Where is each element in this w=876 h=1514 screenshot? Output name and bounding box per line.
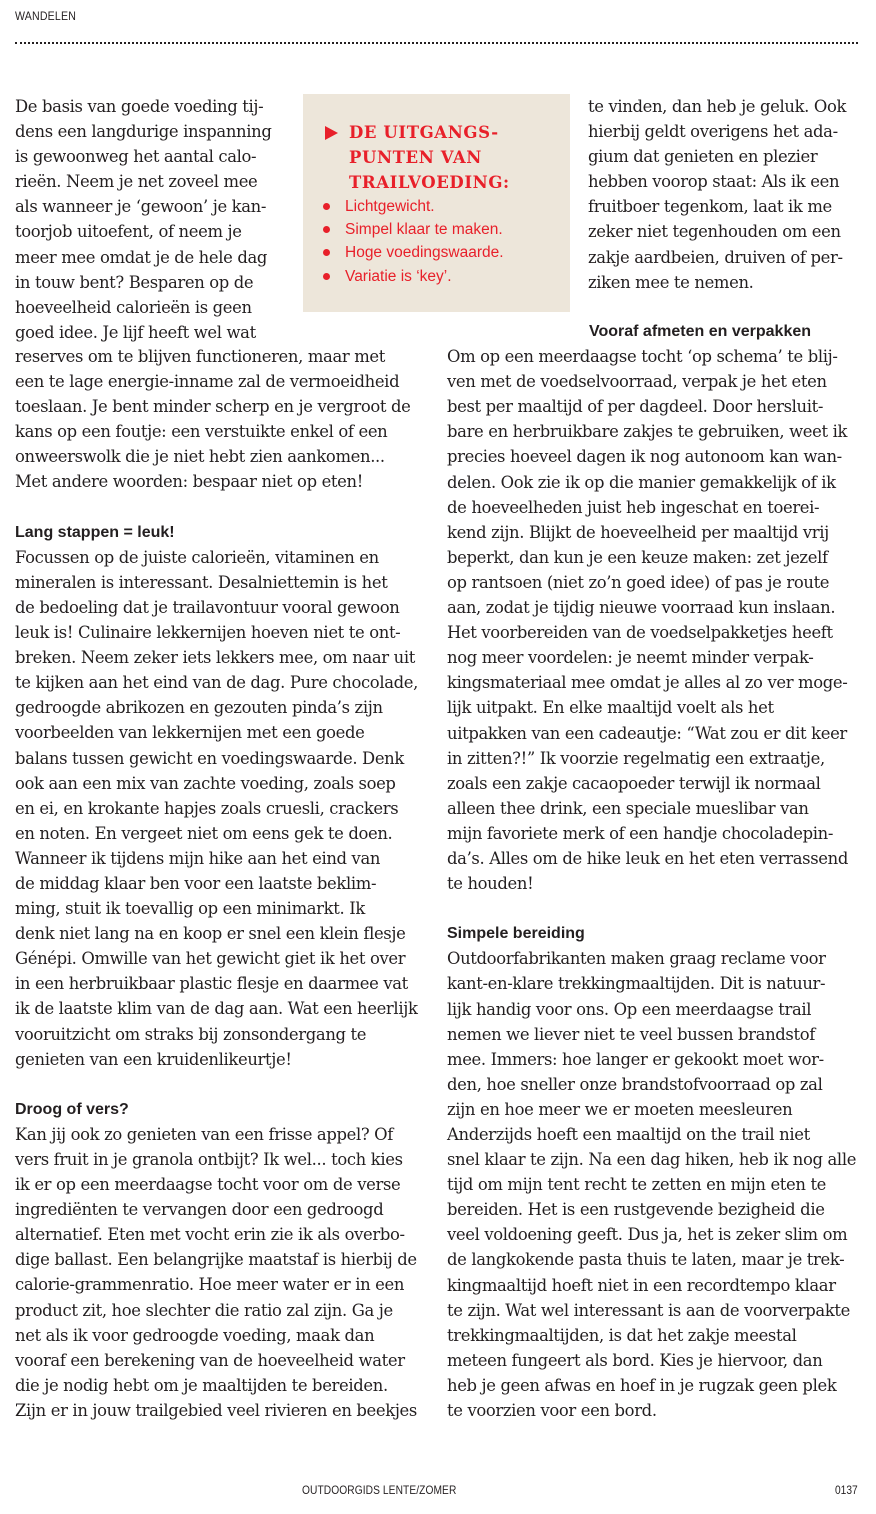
text-line: ven met de voedselvoorraad, verpak je het eten — [447, 372, 827, 392]
section-heading-simpele-bereiding: Simpele bereiding — [447, 925, 585, 943]
text-line: zakje aardbeien, druiven of per- — [588, 247, 843, 267]
text-line: meteen fungeert als bord. Kies je hiervoor, dan — [447, 1350, 823, 1370]
text-line: zoals een zakje cacaopoeder terwijl ik normaal — [447, 773, 821, 793]
text-line: kingmaaltijd hoeft niet in een recordtempo klaar — [447, 1275, 836, 1295]
text-line: denk niet lang na en koop er snel een klein flesje — [15, 924, 406, 944]
text-line: Wanneer ik tijdens mijn hike aan het eind van — [15, 848, 381, 868]
text-line: de langkokende pasta thuis te laten, maar je trek- — [447, 1250, 845, 1270]
sidebar-list — [321, 195, 504, 288]
text-line: best per maaltijd of per dagdeel. Door hersluit- — [447, 397, 824, 417]
list-item — [321, 241, 504, 264]
sidebar-title-line: DE UITGANGS- — [349, 123, 499, 142]
paragraph-gap — [15, 1072, 418, 1097]
text-line: en noten. En vergeet niet om eens gek te doen. — [15, 823, 393, 843]
text-line: Met andere woorden: bespaar niet op eten! — [15, 472, 363, 492]
text-line: bereiden. Het is een rustgevende bezigheid die — [447, 1200, 825, 1220]
text-line: en ei, en krokante hapjes zoals cruesli, crackers — [15, 798, 399, 818]
text-line: delen. Ook zie ik op die manier gemakkelijk of ik — [447, 472, 836, 492]
text-line: calorie-grammenratio. Hoe meer water er in een — [15, 1275, 405, 1295]
text-line: Focussen op de juiste calorieën, vitaminen en — [15, 547, 379, 567]
text-line: te vinden, dan heb je geluk. Ook — [588, 97, 847, 116]
text-line: ming, stuit ik toevallig op een minimarkt. Ik — [15, 899, 365, 919]
list-item — [321, 265, 504, 288]
text-line: onweerswolk die je niet hebt zien aankomen... — [15, 447, 385, 467]
text-line: de middag klaar ben voor een laatste beklim- — [15, 873, 377, 893]
text-line: kingsmateriaal mee omdat je alles al zo ver moge- — [447, 673, 848, 693]
text-line: in touw bent? Besparen op de — [15, 272, 254, 292]
text-line: kend zijn. Blijkt de hoeveelheid per maaltijd vrij — [447, 522, 829, 542]
text-line: snel klaar te zijn. Na een dag hiken, heb ik nog alle — [447, 1150, 857, 1170]
bullet-icon — [323, 273, 330, 280]
text-line: precies hoeveel dagen ik nog autonoom kan wan- — [447, 447, 842, 467]
text-line: balans tussen gewicht en voedingswaarde. Denk — [15, 748, 404, 768]
text-line: in een herbruikbaar plastic flesje en daarmee vat — [15, 974, 408, 994]
bullet-icon — [323, 249, 330, 256]
text-line: leuk is! Culinaire lekkernijen hoeven niet te ont- — [15, 623, 401, 643]
text-line: heb je geen afwas en hoef in je rugzak geen plek — [447, 1375, 837, 1395]
sidebar-box — [303, 94, 570, 312]
text-line: genieten van een kruidenlikeurtje! — [15, 1049, 292, 1069]
text-line: fruitboer tegenkom, laat ik me — [588, 197, 832, 217]
text-line: net als ik voor gedroogde voeding, maak dan — [15, 1325, 375, 1345]
text-line: dens een langdurige inspanning — [15, 122, 272, 142]
dotted-divider — [15, 42, 858, 44]
sidebar-title-line: TRAILVOEDING: — [349, 173, 510, 192]
triangle-arrow-icon — [325, 126, 338, 140]
bullet-icon — [323, 203, 330, 210]
text-line: te voorzien voor een bord. — [447, 1401, 657, 1421]
text-line: hebben voorop staat: Als ik een — [588, 172, 840, 192]
text-line: nog meer voordelen: je neemt minder verpak- — [447, 648, 814, 668]
text-line: lijk uitpakt. En elke maaltijd voelt als het — [447, 698, 774, 718]
bullet-icon — [323, 226, 330, 233]
text-line: mee. Immers: hoe langer er gekookt moet wor- — [447, 1049, 824, 1069]
text-line: zeker niet tegenhouden om een — [588, 222, 841, 242]
text-line: een te lage energie-inname zal de vermoeidheid — [15, 372, 400, 392]
text-line: ook aan een mix van zachte voeding, zoals soep — [15, 773, 396, 793]
text-line: de bedoeling dat je trailavontuur vooral gewoon — [15, 597, 400, 617]
section-heading-vooraf-afmeten: Vooraf afmeten en verpakken — [589, 323, 812, 340]
list-item-text: Simpel klaar te maken. — [345, 221, 503, 239]
text-line: ziken mee te nemen. — [588, 272, 754, 292]
right-column-intro — [588, 94, 846, 295]
text-line: hierbij geldt overigens het ada- — [588, 122, 838, 142]
list-item — [321, 195, 504, 218]
section-label: WANDELEN — [15, 11, 77, 23]
text-line: toeslaan. Je bent minder scherp en je vergroot de — [15, 397, 411, 417]
text-line: uitpakken van een cadeautje: “Wat zou er dit keer — [447, 723, 847, 743]
text-line: vooraf een berekening van de hoeveelheid water — [15, 1350, 405, 1370]
text-line: breken. Neem zeker iets lekkers mee, om naar uit — [15, 648, 415, 668]
text-line: zijn en hoe meer we er moeten meesleuren — [447, 1099, 793, 1119]
text-line: Om op een meerdaagse tocht ‘op schema’ te blij- — [447, 347, 838, 367]
text-line: da’s. Alles om de hike leuk en het eten verrassend — [447, 848, 848, 868]
text-line: vooruitzicht om straks bij zonsondergang te — [15, 1024, 367, 1044]
text-line: Het voorbereiden van de voedselpakketjes heeft — [447, 623, 833, 643]
text-line: Outdoorfabrikanten maken graag reclame voor — [447, 949, 826, 969]
text-line: nemen we liever niet te veel bussen brandstof — [447, 1024, 815, 1044]
text-line: ik de laatste klim van de dag aan. Wat een heerlijk — [15, 999, 418, 1019]
left-column-body — [15, 344, 418, 1423]
text-line: in zitten?!” Ik voorzie regelmatig een extraatje, — [447, 748, 825, 768]
page-number: 0137 — [835, 1483, 858, 1497]
text-line: ingrediënten te vervangen door een gedroogd — [15, 1200, 384, 1220]
text-line: is gewoonweg het aantal calo- — [15, 147, 257, 167]
text-line: dige ballast. Een belangrijke maatstaf is hierbij de — [15, 1250, 417, 1270]
list-item-text: Variatie is ‘key’. — [345, 267, 452, 285]
text-line: die je nodig hebt om je maaltijden te bereiden. — [15, 1375, 388, 1395]
text-line: aan, zodat je tijdig nieuwe voorraad kun inslaan. — [447, 598, 836, 618]
text-line: bare en herbruikbare zakjes te gebruiken, weet ik — [447, 422, 848, 442]
text-line: trekkingmaaltijden, is dat het zakje meestal — [447, 1325, 797, 1345]
text-line: meer mee omdat je de hele dag — [15, 247, 268, 267]
sidebar-title-line: PUNTEN VAN — [349, 148, 482, 167]
text-line: hoeveelheid calorieën is geen — [15, 297, 252, 317]
text-line: rieën. Neem je net zoveel mee — [15, 172, 258, 192]
text-line: Zijn er in jouw trailgebied veel rivieren en beekjes — [15, 1400, 417, 1420]
text-line: op rantsoen (niet zo’n goed idee) of pas je route — [447, 572, 830, 592]
list-item-text: Lichtgewicht. — [345, 198, 435, 215]
text-line: gium dat genieten en plezier — [588, 147, 818, 167]
text-line: gedroogde abrikozen en gezouten pinda’s zijn — [15, 698, 383, 718]
text-line: tijd om mijn tent recht te zetten en mijn eten te — [447, 1175, 827, 1195]
left-column-intro — [15, 94, 272, 345]
paragraph-gap — [447, 896, 856, 921]
section-heading-droog-of-vers: Droog of vers? — [15, 1100, 129, 1118]
section-heading-lang-stappen: Lang stappen = leuk! — [15, 523, 175, 541]
text-line: te zijn. Wat wel interessant is aan de voorverpakte — [447, 1300, 851, 1320]
text-line: voorbeelden van lekkernijen met een goede — [15, 723, 365, 743]
sidebar-title — [325, 120, 510, 195]
text-line: lijk handig voor ons. Op een meerdaagse trail — [447, 999, 812, 1019]
text-line: Anderzijds hoeft een maaltijd on the trail niet — [447, 1125, 810, 1144]
text-line: den, hoe sneller onze brandstofvoorraad op zal — [447, 1074, 823, 1094]
text-line: kant-en-klare trekkingmaaltijden. Dit is natuur- — [447, 974, 826, 994]
text-line: ik er op een meerdaagse tocht voor om de verse — [15, 1175, 401, 1195]
text-line: Génépi. Omwille van het gewicht giet ik het over — [15, 949, 406, 969]
paragraph-gap — [15, 495, 418, 520]
text-line: product zit, hoe slechter die ratio zal zijn. Ga je — [15, 1300, 393, 1320]
text-line: als wanneer je ‘gewoon’ je kan- — [15, 197, 267, 217]
text-line: vers fruit in je granola ontbijt? Ik wel... toch kies — [15, 1150, 403, 1169]
right-column-body — [447, 319, 856, 1423]
text-line: De basis van goede voeding tij- — [15, 97, 264, 116]
text-line: mijn favoriete merk of een handje chocoladepin- — [447, 823, 834, 843]
text-line: reserves om te blijven functioneren, maar met — [15, 347, 385, 366]
text-line: alleen thee drink, een speciale mueslibar van — [447, 798, 809, 818]
text-line: te houden! — [447, 874, 534, 894]
list-item-text: Hoge voedingswaarde. — [345, 244, 504, 262]
footer-publication: OUTDOORGIDS LENTE/ZOMER — [302, 1483, 457, 1497]
text-line: goed idee. Je lijf heeft wel wat — [15, 322, 256, 342]
text-line: te kijken aan het eind van de dag. Pure chocolade, — [15, 673, 418, 693]
text-line: kans op een foutje: een verstuikte enkel of een — [15, 422, 388, 442]
text-line: toorjob uitoefent, of neem je — [15, 222, 242, 242]
list-item — [321, 218, 504, 241]
text-line: Kan jij ook zo genieten van een frisse appel? Of — [15, 1124, 393, 1144]
text-line: veel voldoening geeft. Dus ja, het is zeker slim om — [447, 1225, 848, 1245]
text-line: alternatief. Eten met vocht erin zie ik als overbo- — [15, 1225, 405, 1245]
text-line: mineralen is interessant. Desalniettemin is het — [15, 572, 388, 592]
text-line: de hoeveelheden juist heb ingeschat en toerei- — [447, 497, 820, 517]
text-line: beperkt, dan kun je een keuze maken: zet jezelf — [447, 547, 828, 567]
